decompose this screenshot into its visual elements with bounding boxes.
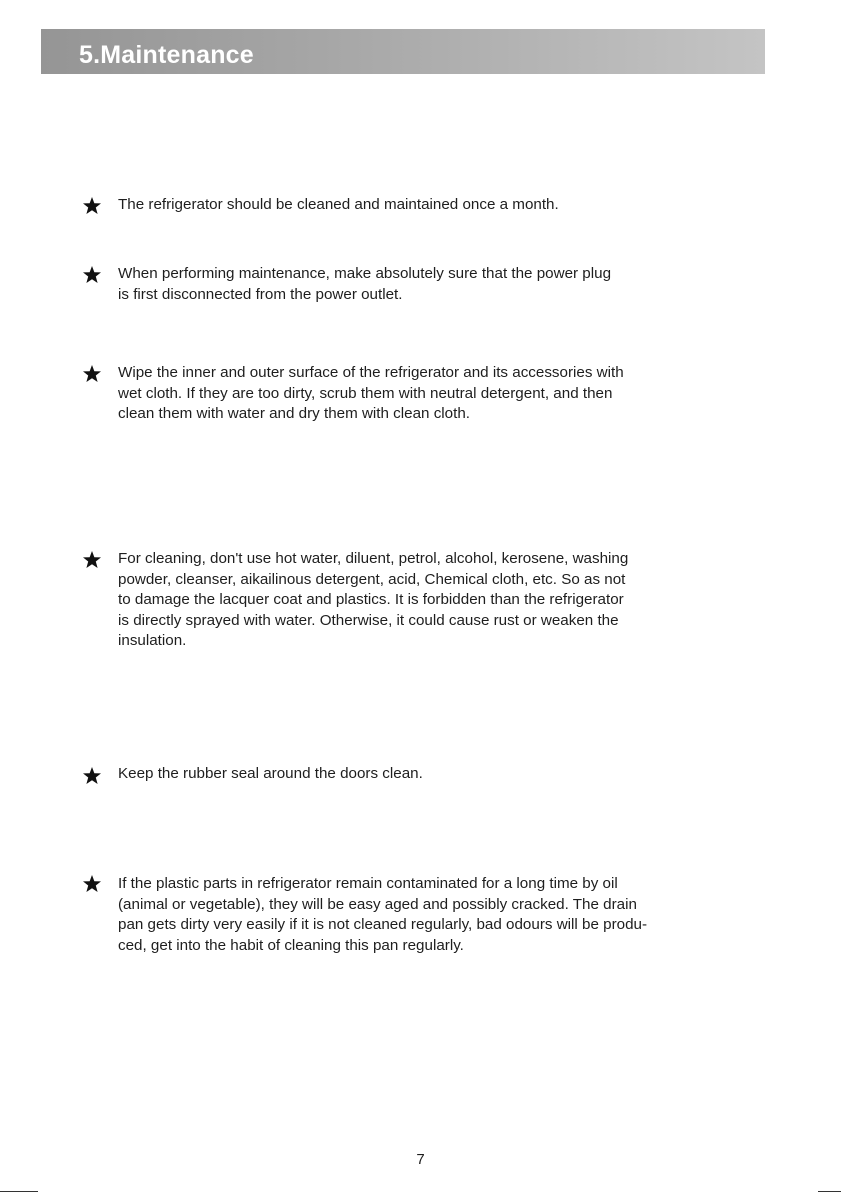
crop-mark-right xyxy=(818,1191,841,1192)
item-text: Keep the rubber seal around the doors clean. xyxy=(118,765,423,782)
section-header-bar xyxy=(41,29,765,74)
item-text: The refrigerator should be cleaned and maintained once a month. xyxy=(118,196,559,213)
section-title: 5.Maintenance xyxy=(79,41,254,69)
star-icon xyxy=(82,766,102,786)
star-icon xyxy=(82,196,102,216)
star-icon xyxy=(82,364,102,384)
star-icon xyxy=(82,550,102,570)
star-icon xyxy=(82,874,102,894)
item-text: If the plastic parts in refrigerator remain contaminated for a long time by oil (animal or vegetable), they will be easy aged and possibly cracked. The drain pan gets dirty very easily if it is not cleaned regularly, bad odours will be produ- ced, get into the habit of cleaning this pan regularly. xyxy=(118,875,648,954)
crop-mark-left xyxy=(0,1191,38,1192)
star-icon xyxy=(82,265,102,285)
item-text: Wipe the inner and outer surface of the refrigerator and its accessories with wet cloth. If they are too dirty, scrub them with neutral detergent, and then clean them with water and dry them with clean cloth. xyxy=(118,364,624,423)
page-number: 7 xyxy=(416,1151,425,1168)
item-text: When performing maintenance, make absolutely sure that the power plug is first disconnected from the power outlet. xyxy=(118,265,612,303)
item-text: For cleaning, don't use hot water, diluent, petrol, alcohol, kerosene, washing powder, cleanser, aikailinous detergent, acid, Chemical cloth, etc. So as not to damage the lacquer coat and plastics. It is forbidden than the refrigerator is directly sprayed with water. Otherwise, it could cause rust or weaken the insulation. xyxy=(118,550,629,650)
